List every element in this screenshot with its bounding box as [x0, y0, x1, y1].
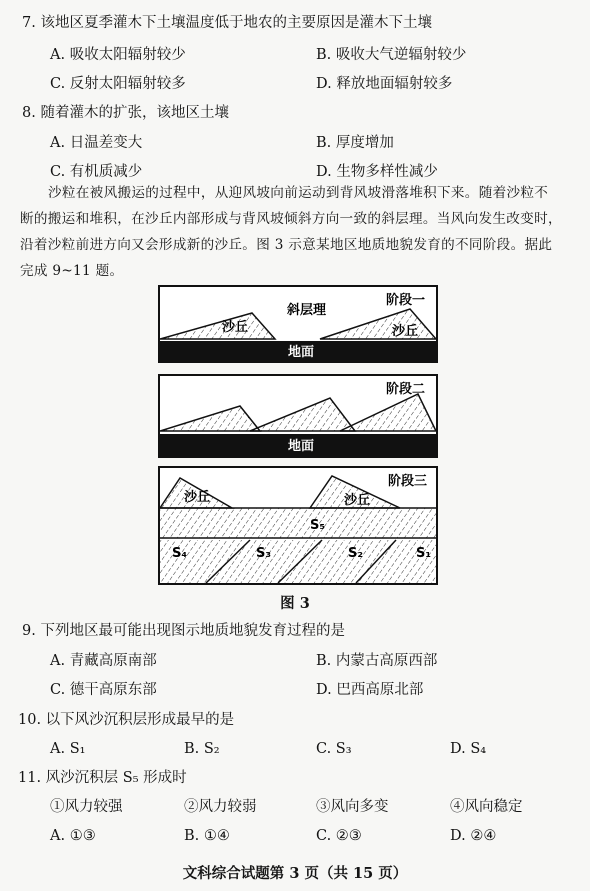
stage-1-label: 阶段一: [386, 293, 426, 308]
dune-label: 沙丘: [392, 324, 419, 339]
q11-statement-2: ②风力较弱: [184, 799, 257, 815]
passage: [20, 180, 578, 284]
lower-layers: [160, 540, 436, 583]
figure-caption: 图 3: [280, 595, 310, 612]
q8-option-a: A. 日温差变大: [50, 135, 143, 151]
passage-line-2: 断的搬运和堆积，在沙丘内部形成与背风坡倾斜方向一致的斜层理。当风向发生改变时，: [20, 211, 562, 227]
q10-option-b: B. S₂: [184, 741, 220, 757]
q9-option-c: C. 德干高原东部: [50, 682, 157, 698]
stage-3-label: 阶段三: [388, 474, 428, 489]
s5-label: S₅: [310, 518, 326, 533]
q8-option-b: B. 厚度增加: [316, 135, 394, 151]
dune-shape: [340, 394, 436, 431]
stage-2-label: 阶段二: [386, 382, 426, 397]
ground-label: 地面: [288, 439, 315, 454]
q10-option-a: A. S₁: [50, 741, 86, 757]
passage-line-1: 沙粒在被风搬运的过程中，从迎风坡向前运动到背风坡滑落堆积下来。随着沙粒不: [48, 185, 549, 201]
q11-option-c: C. ②③: [316, 828, 362, 844]
q7-option-a: A. 吸收太阳辐射较少: [50, 47, 186, 63]
q8-stem: 8. 随着灌木的扩张，该地区土壤: [22, 105, 229, 121]
q9-option-b: B. 内蒙古高原西部: [316, 653, 438, 669]
q11-statement-3: ③风向多变: [316, 799, 389, 815]
figure-stage-1: [158, 285, 438, 363]
dune-label: 沙丘: [222, 320, 249, 335]
s1-label: S₁: [416, 546, 432, 561]
dune-shape: [160, 313, 275, 339]
q8-option-d: D. 生物多样性减少: [316, 164, 438, 180]
s2-label: S₂: [348, 546, 364, 561]
q10-option-c: C. S₃: [316, 741, 352, 757]
q9-option-d: D. 巴西高原北部: [316, 682, 424, 698]
q7-option-b: B. 吸收大气逆辐射较少: [316, 47, 467, 63]
q9-stem: 9. 下列地区最可能出现图示地质地貌发育过程的是: [22, 623, 345, 639]
dune-shape: [320, 309, 436, 339]
dune-label: 沙丘: [184, 490, 211, 505]
q10-option-d: D. S₄: [450, 741, 487, 757]
page-footer: 文科综合试题第 3 页（共 15 页）: [182, 865, 408, 882]
layer-s5: [160, 508, 436, 538]
q11-stem: 11. 风沙沉积层 S₅ 形成时: [18, 770, 187, 786]
q11-option-d: D. ②④: [450, 828, 497, 844]
q7-option-d: D. 释放地面辐射较多: [316, 76, 453, 92]
q7-option-c: C. 反射太阳辐射较多: [50, 76, 186, 92]
dune-shape: [160, 406, 260, 431]
stage-1-diagram: [160, 287, 436, 361]
q11-statement-1: ①风力较强: [50, 799, 123, 815]
s3-label: S₃: [256, 546, 272, 561]
s4-label: S₄: [172, 546, 188, 561]
q11-option-a: A. ①③: [50, 828, 96, 844]
q11-statement-4: ④风向稳定: [450, 799, 523, 815]
stage-3-diagram: [160, 468, 436, 583]
ground-label: 地面: [288, 345, 315, 360]
q8-option-c: C. 有机质减少: [50, 164, 143, 180]
figure-stage-2: [158, 374, 438, 458]
dune-shape: [250, 398, 355, 431]
figure-stage-3: [158, 466, 438, 585]
q10-stem: 10. 以下风沙沉积层形成最早的是: [18, 712, 235, 728]
q7-stem: 7. 该地区夏季灌木下土壤温度低于地农的主要原因是灌木下土壤: [22, 15, 432, 31]
cross-bedding-label: 斜层理: [287, 303, 327, 318]
stage-2-diagram: [160, 376, 436, 456]
dune-label: 沙丘: [344, 493, 371, 508]
q9-option-a: A. 青藏高原南部: [50, 653, 157, 669]
q11-option-b: B. ①④: [184, 828, 230, 844]
passage-line-3: 沿着沙粒前进方向又会形成新的沙丘。图 3 示意某地区地质地貌发育的不同阶段。据此: [20, 237, 553, 253]
passage-line-4: 完成 9~11 题。: [20, 263, 124, 279]
